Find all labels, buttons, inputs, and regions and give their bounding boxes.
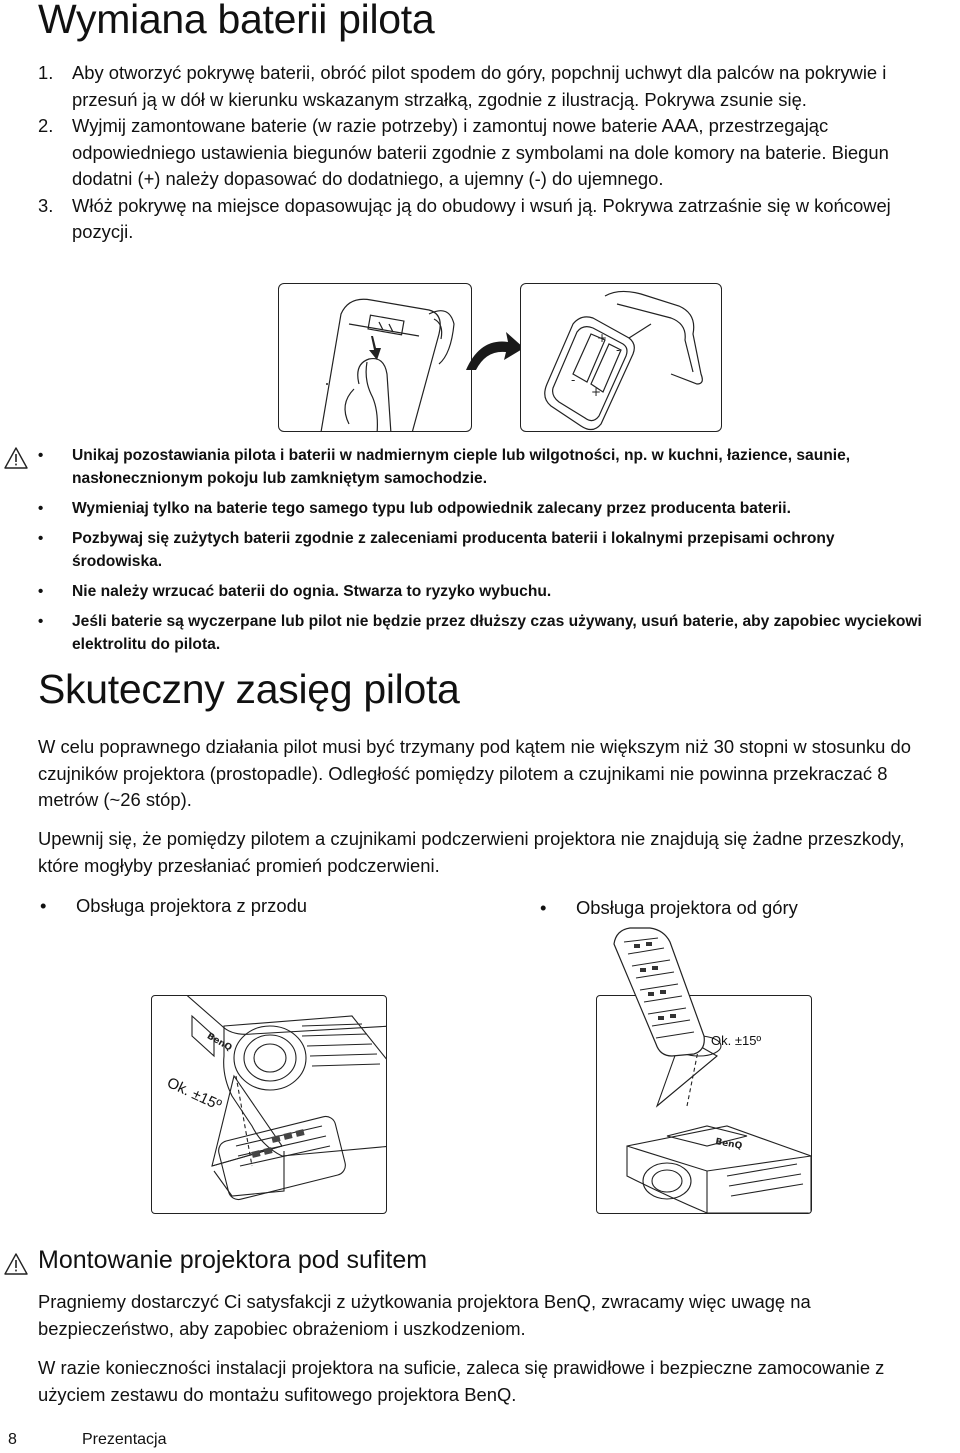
warning-item: [38, 527, 928, 573]
warning-item: [38, 444, 928, 490]
angle-label: Ok. ±15º: [164, 1074, 224, 1115]
section-title: Skuteczny zasięg pilota: [38, 666, 460, 712]
bullet: •: [38, 583, 44, 600]
steps-list: [38, 60, 943, 246]
warning-text: Unikaj pozostawiania pilota i baterii w nadmiernym cieple lub wilgotności, np. w kuchni, łazience, saunie, nasłonecznionym pokoju lub zamkniętym samochodzie.: [72, 447, 851, 487]
warning-item: [38, 610, 928, 656]
step-number: 3.: [38, 194, 54, 216]
bullet: •: [38, 447, 44, 464]
minus-label: -: [571, 373, 576, 387]
warning-text: Jeśli baterie są wyczerpane lub pilot nie będzie przez dłuższy czas używany, usuń baterie, aby zapobiec wyciekowi elektrolitu do pilota.: [72, 613, 922, 653]
battery-compartment-illustration: [520, 283, 722, 432]
step-1: [38, 60, 943, 113]
remote-control-illustration: [610, 926, 710, 1058]
warning-text: Wymieniaj tylko na baterie tego samego typu lub odpowiednik zalecany przez producenta baterii.: [72, 500, 791, 517]
step-text: Aby otworzyć pokrywę baterii, obróć pilot spodem do góry, popchnij uchwyt dla palców na pokrywie i przesuń ją w dół w kierunku wskazanym strzałką, zgodnie z ilustracją. Pokrywa zsunie się.: [72, 62, 887, 110]
warning-item: [38, 497, 928, 520]
step-number: 2.: [38, 115, 54, 136]
brand-logo: BenQ: [714, 1137, 743, 1152]
paragraph: Upewnij się, że pomiędzy pilotem a czujnikami podczerwieni projektora nie znajdują się żadne przeszkody, które mogłyby przesłaniać promień podczerwieni.: [38, 828, 905, 876]
label-text: Obsługa projektora z przodu: [76, 895, 308, 916]
bullet: •: [38, 500, 44, 517]
front-operation-illustration: [151, 995, 387, 1214]
plus-label: +: [597, 331, 608, 345]
warning-icon: [3, 446, 29, 470]
page-title: Wymiana baterii pilota: [38, 0, 435, 42]
warning-text: Pozbywaj się zużytych baterii zgodnie z zaleceniami producenta baterii i lokalnymi przepisami ochrony środowiska.: [72, 530, 835, 570]
bullet: •: [38, 530, 44, 547]
plus-label: +: [591, 385, 602, 399]
step-text: Wyjmij zamontowane baterie (w razie potrzeby) i zamontuj nowe baterie AAA, przestrzegając odpowiedniego ustawienia biegunów baterii zgodnie z symbolami na dole komory na baterie. Biegun dodatni (+) należy dopasować do dodatniego, a ujemny (-) do ujemnego.: [72, 115, 889, 189]
warning-icon: [3, 1252, 29, 1276]
bullet: •: [38, 613, 44, 630]
curved-arrow-icon: [462, 332, 528, 372]
paragraph: W celu poprawnego działania pilot musi być trzymany pod kątem nie większym niż 30 stopni w stosunku do czujników projektora (prostopadle). Odległość pomiędzy pilotem a czujnikami nie powinna przekraczać 8 metrów (~26 stóp).: [38, 736, 911, 810]
angle-label: Ok. ±15º: [711, 1033, 762, 1048]
bullet: •: [40, 895, 47, 916]
minus-label: -: [616, 343, 621, 357]
paragraph: Pragniemy dostarczyć Ci satysfakcji z użytkowania projektora BenQ, zwracamy więc uwagę na bezpieczeństwo, aby zapobiec obrażeniom i uszkodzeniom.: [38, 1291, 811, 1339]
warning-text: Nie należy wrzucać baterii do ognia. Stwarza to ryzyko wybuchu.: [72, 583, 552, 600]
bullet: •: [540, 897, 547, 918]
step-2: [38, 113, 943, 193]
page-number: 8: [8, 1431, 17, 1448]
step-3: [38, 193, 943, 246]
paragraph: W razie konieczności instalacji projektora na suficie, zaleca się prawidłowe i bezpieczne zamocowanie z użyciem zestawu do montażu sufitowego projektora BenQ.: [38, 1357, 885, 1405]
brand-logo: BenQ: [205, 1031, 234, 1054]
footer-section-name: Prezentacja: [82, 1431, 167, 1448]
step-number: 1.: [38, 62, 54, 83]
label-text: Obsługa projektora od góry: [576, 897, 798, 918]
step-text: Włóż pokrywę na miejsce dopasowując ją do obudowy i wsuń ją. Pokrywa zatrzaśnie się w końcowej pozycji.: [72, 194, 891, 242]
front-operation-label: [40, 895, 307, 917]
warning-list: [38, 444, 928, 663]
section-subtitle: Montowanie projektora pod sufitem: [38, 1246, 428, 1274]
warning-item: [38, 580, 928, 603]
remove-cover-illustration: [278, 283, 472, 432]
top-operation-label: [540, 897, 798, 919]
